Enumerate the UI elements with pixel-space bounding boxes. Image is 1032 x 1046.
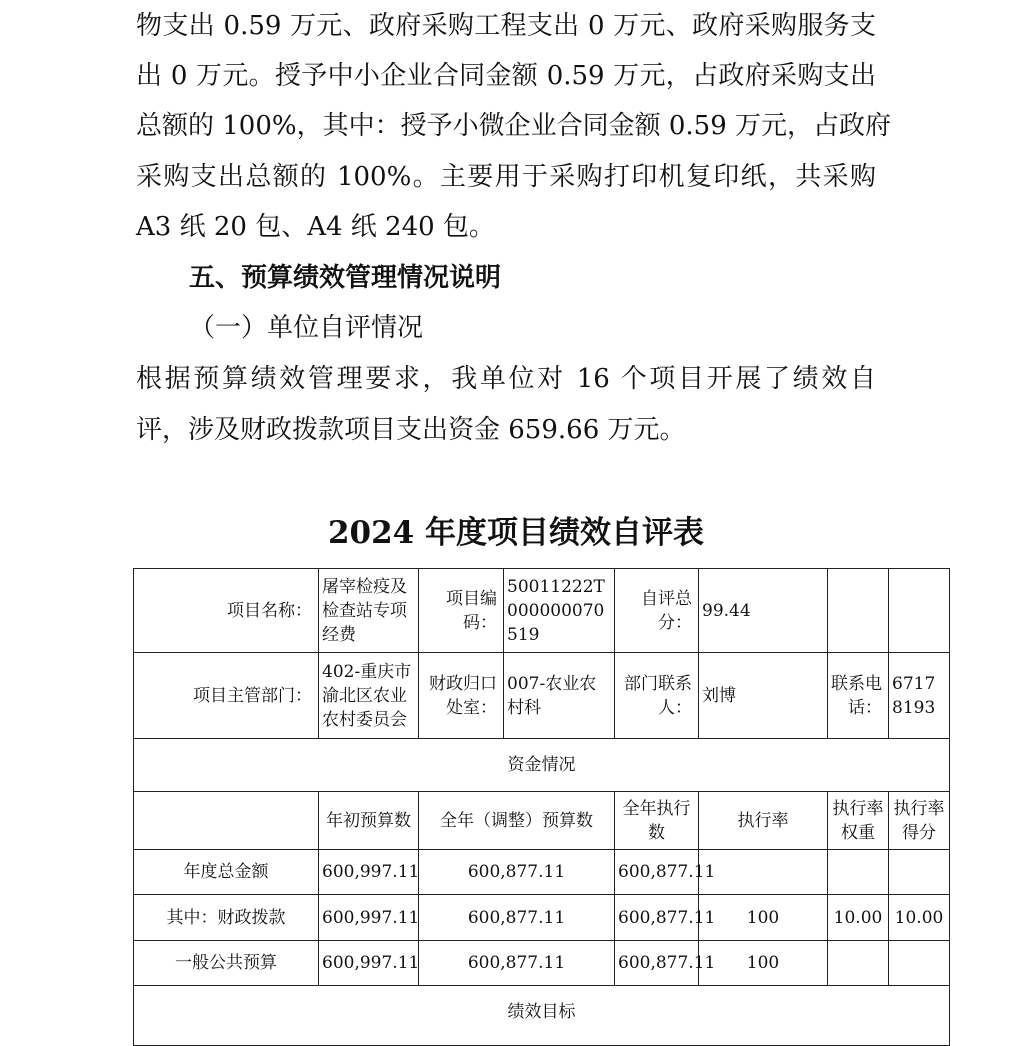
self-score-label: 自评总分： bbox=[615, 569, 699, 653]
subsection-heading: （一）单位自评情况 bbox=[189, 313, 424, 343]
rate-score-cell: 10.00 bbox=[889, 895, 950, 941]
body-line: 总额的 100%，其中：授予小微企业合同金额 0.59 万元，占政府 bbox=[136, 111, 892, 141]
table-cell-empty bbox=[828, 569, 889, 653]
table-row bbox=[134, 739, 950, 792]
rate-score-cell bbox=[889, 850, 950, 895]
dept-label: 项目主管部门： bbox=[134, 653, 319, 739]
body-line: 采购支出总额的 100%。主要用于采购打印机复印纸，共采购 bbox=[136, 162, 876, 192]
phone-label: 联系电话： bbox=[828, 653, 889, 739]
adjusted-budget-cell: 600,877.11 bbox=[419, 850, 615, 895]
table-cell-empty bbox=[889, 569, 950, 653]
col-header-rate-weight: 执行率权重 bbox=[828, 792, 889, 850]
goals-section-header: 绩效目标 bbox=[134, 986, 950, 1046]
rate-weight-cell bbox=[828, 941, 889, 986]
contact-label: 部门联系人： bbox=[615, 653, 699, 739]
initial-budget-cell: 600,997.11 bbox=[319, 850, 419, 895]
finance-office-label: 财政归口处室： bbox=[419, 653, 504, 739]
table-row bbox=[134, 895, 950, 941]
initial-budget-cell: 600,997.11 bbox=[319, 941, 419, 986]
adjusted-budget-cell: 600,877.11 bbox=[419, 941, 615, 986]
table-row bbox=[134, 792, 950, 850]
exec-rate-cell: 100 bbox=[699, 941, 828, 986]
body-line: 根据预算绩效管理要求，我单位对 16 个项目开展了绩效自 bbox=[136, 364, 876, 394]
finance-office-value: 007-农业农村科 bbox=[504, 653, 615, 739]
executed-cell: 600,877.11 bbox=[615, 895, 699, 941]
project-code-value: 50011222T000000070519 bbox=[504, 569, 615, 653]
section-heading: 五、预算绩效管理情况说明 bbox=[189, 263, 502, 293]
body-line: A3 纸 20 包、A4 纸 240 包。 bbox=[136, 212, 495, 242]
contact-value: 刘博 bbox=[699, 653, 828, 739]
body-line: 评，涉及财政拨款项目支出资金 659.66 万元。 bbox=[136, 415, 686, 445]
executed-cell: 600,877.11 bbox=[615, 941, 699, 986]
project-name-label: 项目名称： bbox=[134, 569, 319, 653]
body-line: 物支出 0.59 万元、政府采购工程支出 0 万元、政府采购服务支 bbox=[136, 11, 876, 41]
col-header-executed: 全年执行数 bbox=[615, 792, 699, 850]
body-line: 出 0 万元。授予中小企业合同金额 0.59 万元，占政府采购支出 bbox=[136, 61, 876, 91]
initial-budget-cell: 600,997.11 bbox=[319, 895, 419, 941]
col-header-exec-rate: 执行率 bbox=[699, 792, 828, 850]
col-header-adjusted-budget: 全年（调整）预算数 bbox=[419, 792, 615, 850]
executed-cell: 600,877.11 bbox=[615, 850, 699, 895]
row-label: 一般公共预算 bbox=[134, 941, 319, 986]
table-row bbox=[134, 850, 950, 895]
col-header-rate-score: 执行率得分 bbox=[889, 792, 950, 850]
adjusted-budget-cell: 600,877.11 bbox=[419, 895, 615, 941]
row-label: 其中：财政拨款 bbox=[134, 895, 319, 941]
project-name-value: 屠宰检疫及检查站专项经费 bbox=[319, 569, 419, 653]
exec-rate-cell bbox=[699, 850, 828, 895]
row-label: 年度总金额 bbox=[134, 850, 319, 895]
rate-weight-cell bbox=[828, 850, 889, 895]
table-row bbox=[134, 941, 950, 986]
table-cell-empty bbox=[134, 792, 319, 850]
col-header-initial-budget: 年初预算数 bbox=[319, 792, 419, 850]
table-row bbox=[134, 653, 950, 739]
table-title: 2024 年度项目绩效自评表 bbox=[327, 515, 705, 551]
performance-eval-table bbox=[133, 568, 950, 1046]
dept-value: 402-重庆市渝北区农业农村委员会 bbox=[319, 653, 419, 739]
rate-score-cell bbox=[889, 941, 950, 986]
exec-rate-cell: 100 bbox=[699, 895, 828, 941]
table-row bbox=[134, 986, 950, 1046]
rate-weight-cell: 10.00 bbox=[828, 895, 889, 941]
project-code-label: 项目编码： bbox=[419, 569, 504, 653]
funds-section-header: 资金情况 bbox=[134, 739, 950, 792]
phone-value: 67178193 bbox=[889, 653, 950, 739]
self-score-value: 99.44 bbox=[699, 569, 828, 653]
table-row bbox=[134, 569, 950, 653]
